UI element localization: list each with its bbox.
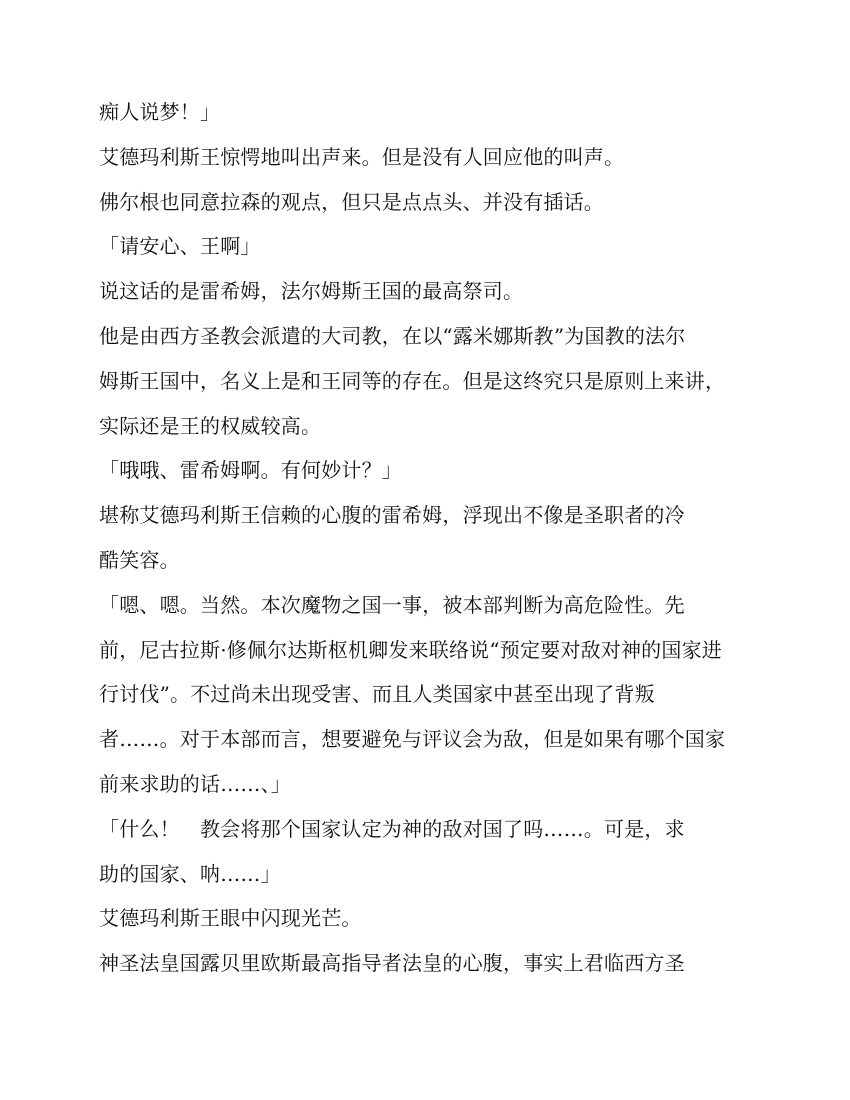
text-line: 「请安心、王啊」	[99, 234, 261, 259]
text-line: 艾德玛利斯王惊愕地叫出声来。但是没有人回应他的叫声。	[99, 144, 625, 169]
text-line: 佛尔根也同意拉森的观点，但只是点点头、并没有插话。	[99, 189, 604, 214]
text-line: 他是由西方圣教会派遣的大司教，在以“露米娜斯教”为国教的法尔	[99, 323, 686, 348]
text-body	[99, 92, 759, 988]
text-line: 者……。对于本部而言，想要避免与评议会为敌，但是如果有哪个国家	[99, 727, 726, 752]
text-line: 姆斯王国中，名义上是和王同等的存在。但是这终究只是原则上来讲，	[99, 368, 726, 393]
text-line: 说这话的是雷希姆，法尔姆斯王国的最高祭司。	[99, 279, 524, 304]
text-line: 堪称艾德玛利斯王信赖的心腹的雷希姆，浮现出不像是圣职者的冷	[99, 503, 685, 528]
text-line: 「什么！ 教会将那个国家认定为神的敌对国了吗……。可是，求	[99, 816, 685, 841]
text-line: 实际还是王的权威较高。	[99, 413, 322, 438]
text-line: 前，尼古拉斯·修佩尔达斯枢机卿发来联络说“预定要对敌对神的国家进	[99, 637, 722, 662]
text-line: 神圣法皇国露贝里欧斯最高指导者法皇的心腹，事实上君临西方圣	[99, 951, 685, 976]
text-line: 前来求助的话……、」	[99, 771, 291, 796]
text-line: 艾德玛利斯王眼中闪现光芒。	[99, 906, 362, 931]
text-line: 酷笑容。	[99, 547, 180, 572]
text-line: 行讨伐”。不过尚未出现受害、而且人类国家中甚至出现了背叛	[99, 682, 655, 707]
text-line: 助的国家、呐……」	[99, 861, 281, 886]
text-line: 「哦哦、雷希姆啊。有何妙计？」	[99, 458, 402, 483]
text-line: 「嗯、嗯。当然。本次魔物之国一事，被本部判断为高危险性。先	[99, 592, 685, 617]
text-line: 痴人说梦！」	[99, 100, 221, 124]
